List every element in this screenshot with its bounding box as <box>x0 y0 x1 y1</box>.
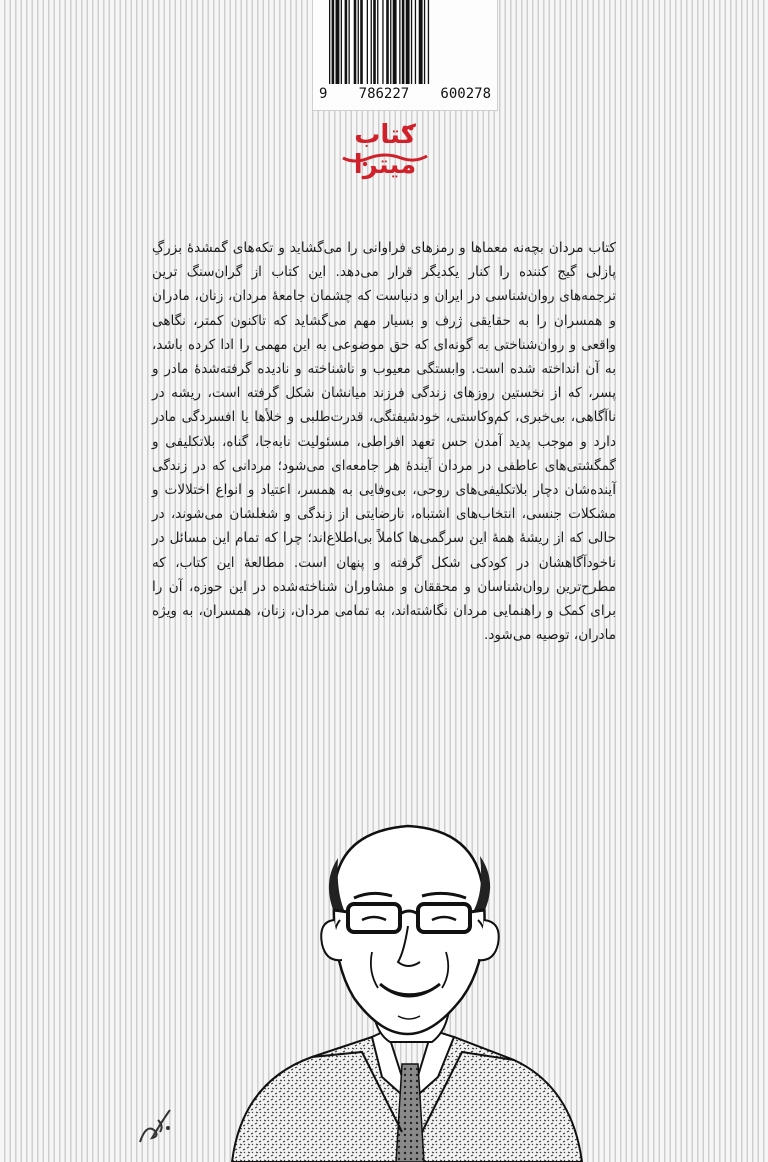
barcode-bar <box>367 0 368 84</box>
barcode-bar <box>390 0 391 84</box>
barcode-bar <box>332 0 335 84</box>
barcode-bar <box>349 0 350 84</box>
barcode-bar <box>329 0 330 84</box>
barcode-bar <box>358 0 359 84</box>
isbn-digit-group: 786227 <box>358 86 410 102</box>
barcode-bar <box>386 0 389 84</box>
author-portrait-illustration <box>222 802 602 1162</box>
back-cover-description: کتاب مردان بچه‌نه معماها و رمزهای فراوانی را می‌گشاید و تکه‌های گمشدهٔ بزرگِ پازلی گیج کننده را کنار یکدیگر قرار می‌دهد. این کتاب از گران‌سنگ ترین ترجمه‌های روان‌شناسی در ایران و دنیاست که چشمان جامعهٔ مردان، زنان، مادران و همسران را به حقایقی ژرف و بسیار مهم می‌گشاید که تاکنون کمتر، نگاهی واقعی و روان‌شناختی به گونه‌ای که حق موضوعی به این مهمی را ادا کرده باشد، به آن انداخته شده است. وابستگی معیوب و ناشناخته و نادیده گرفته‌شدهٔ مادر و پسر، که از نخستین روزهای زندگی فرزند میانشان شکل گرفته است، ریشه در ناآگاهی، بی‌خبری، کم‌وکاستی، خودشیفتگی، قدرت‌طلبی و خلأها یا افسردگی مادر دارد و موجب پدید آمدن حس تعهد افراطی، مسئولیت نابه‌جا، گناه، بلاتکلیفی و گمگشتی‌های عاطفی در مردان آیندهٔ هر جامعه‌ای می‌شود؛ مردانی که در زندگی آینده‌شان دچار بلاتکلیفی‌های روحی، بی‌وفایی به همسر، اعتیاد و انواع اختلالات و مشکلات جنسی، انتخاب‌های اشتباه، نارضایتی از زندگی و شغلشان می‌شوند، در حالی که از ریشهٔ همهٔ این سرگمی‌ها کاملاً بی‌اطلاع‌اند؛ چرا که تمام این مسائل در ناخودآگاهشان در کودکی شکل گرفته و پنهان است. مطالعهٔ این کتاب، که مطرح‌ترین روان‌شناسان و محققان و مشاوران شناخته‌شده در این حوزه، آن را برای کمک و راهنمایی مردان نگاشته‌اند، به تمامی مردان، زنان، همسران، به ویژه مادران، توصیه می‌شود. <box>152 240 616 644</box>
barcode-bar <box>336 0 340 84</box>
illustrator-signature <box>130 1098 180 1148</box>
isbn-digit-group: 9 <box>319 86 328 102</box>
barcode-bar <box>415 0 416 84</box>
barcode-bar <box>406 0 410 84</box>
barcode-bar <box>377 0 378 84</box>
barcode-bar <box>341 0 342 84</box>
publisher-logo <box>335 118 435 180</box>
barcode-bar <box>402 0 405 84</box>
barcode-bar <box>419 0 423 84</box>
barcode-bar <box>345 0 348 84</box>
barcode-bar <box>424 0 425 84</box>
barcode-bar <box>371 0 372 84</box>
isbn-digit-group: 600278 <box>440 86 491 102</box>
barcode-bar <box>411 0 412 84</box>
barcode-bar <box>373 0 376 84</box>
barcode-bar <box>393 0 397 84</box>
barcode-bar <box>399 0 400 84</box>
barcode-bar <box>354 0 357 84</box>
barcode-bar <box>382 0 383 84</box>
isbn-number <box>319 86 491 102</box>
barcode-bar <box>360 0 363 84</box>
barcode-bars <box>327 0 483 84</box>
publisher-logo-text: کتاب میترا <box>353 120 417 180</box>
isbn-barcode <box>312 0 498 111</box>
barcode-bar <box>428 0 429 84</box>
